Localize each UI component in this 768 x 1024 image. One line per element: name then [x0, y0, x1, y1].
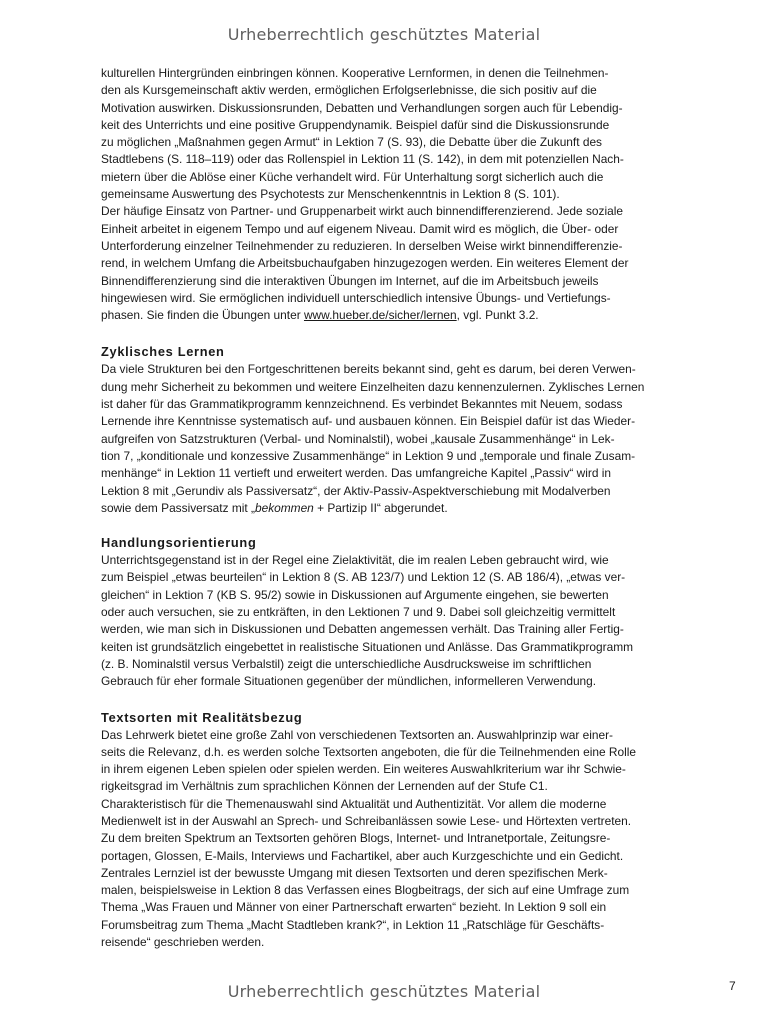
text-line: gleichen“ in Lektion 7 (KB S. 95/2) sowie in Diskussionen auf Argumente eingehen, sie bewerten [101, 587, 609, 602]
text-line: Thema „Was Frauen und Männer von einer Partnerschaft erwarten“ bezieht. In Lektion 9 soll ein [101, 900, 607, 915]
text-span: phasen. Sie finden die Übungen unter [101, 308, 304, 323]
text-line: (z. B. Nominalstil versus Verbalstil) zeigt die unterschiedliche Ausdrucksweise im schriftlichen [101, 656, 592, 671]
handlungsorientierung-paragraph [101, 552, 653, 690]
text-line: malen, beispielsweise in Lektion 8 das Verfassen eines Blogbeitrags, der sich auf eine Umfrage zum [101, 883, 630, 898]
section-heading-handlungsorientierung: Handlungsorientierung [101, 535, 257, 551]
text-line: Da viele Strukturen bei den Fortgeschrittenen bereits bekannt sind, geht es darum, bei deren Verwen- [101, 362, 636, 377]
text-span: , vgl. Punkt 3.2. [456, 308, 539, 323]
text-line: hingewiesen wird. Sie ermöglichen individuell unterschiedlich intensive Übungs- und Vertiefungs- [101, 290, 611, 305]
text-line: Motivation auswirken. Diskussionsrunden, Debatten und Verhandlungen sorgen auch für Lebendig- [101, 100, 623, 115]
intro-paragraph [101, 65, 653, 324]
text-line: keiten ist grundsätzlich eingebettet in realistische Situationen und Anlässe. Das Grammatikprogramm [101, 639, 634, 654]
zyklisches-lernen-paragraph [101, 361, 653, 517]
italic-term: bekommen [254, 500, 314, 515]
text-line: Einheit arbeitet in eigenem Tempo und auf eigenem Niveau. Damit wird es möglich, die Über- oder [101, 221, 619, 236]
text-line: Das Lehrwerk bietet eine große Zahl von verschiedenen Textsorten an. Auswahlprinzip war einer- [101, 727, 614, 742]
section-heading-textsorten: Textsorten mit Realitätsbezug [101, 709, 303, 725]
text-line: Der häufige Einsatz von Partner- und Gruppenarbeit wirkt auch binnendifferenzierend. Jede soziale [101, 204, 623, 219]
text-line: Zu dem breiten Spektrum an Textsorten gehören Blogs, Internet- und Intranetportale, Zeitungsre- [101, 831, 611, 846]
text-line: Stadtlebens (S. 118–119) oder das Rollenspiel in Lektion 11 (S. 142), in dem mit potenziellen Nach- [101, 152, 624, 167]
text-line: kulturellen Hintergründen einbringen können. Kooperative Lernformen, in denen die Teilnehmen- [101, 66, 609, 80]
text-line: Forumsbeitrag zum Thema „Macht Stadtleben krank?“, in Lektion 11 „Ratschläge für Geschäfts- [101, 917, 605, 932]
text-line: ist daher für das Grammatikprogramm kennzeichnend. Es verbindet Bekanntes mit Neuem, sodass [101, 397, 623, 412]
text-line: Lernende ihre Kenntnisse systematisch auf- und ausbauen können. Ein Beispiel dafür ist das Wieder- [101, 414, 636, 429]
text-line: zu möglichen „Maßnahmen gegen Armut“ in Lektion 7 (S. 93), die Debatte über die Zukunft des [101, 135, 603, 150]
page-content [101, 65, 653, 951]
text-line: keit des Unterrichts und eine positive Gruppendynamik. Beispiel dafür sind die Diskussionsrunde [101, 117, 610, 132]
text-line [101, 307, 653, 324]
text-line: zum Beispiel „etwas beurteilen“ in Lektion 8 (S. AB 123/7) und Lektion 12 (S. AB 186/4), „etwas ver- [101, 570, 626, 585]
text-line: rigkeitsgrad im Verhältnis zum sprachlichen Können der Lernenden auf der Stufe C1. [101, 779, 548, 794]
textsorten-paragraph [101, 727, 653, 952]
text-span: sowie dem Passiversatz mit „ [101, 500, 255, 515]
text-line: in ihrem eigenen Leben spielen oder spielen werden. Ein weiteres Auswahlkriterium war ihr Schwie- [101, 762, 626, 777]
text-line: Unterrichtsgegenstand ist in der Regel eine Zielaktivität, die im realen Leben gebraucht wird, wie [101, 553, 609, 568]
section-heading-zyklisches-lernen: Zyklisches Lernen [101, 344, 225, 360]
text-line: den als Kursgemeinschaft aktiv werden, ermöglichen Erfolgserlebnisse, die sich positiv auf die [101, 83, 597, 98]
text-line: Lektion 8 mit „Gerundiv als Passiversatz“, der Aktiv-Passiv-Aspektverschiebung mit Modalverben [101, 483, 611, 498]
text-line: mietern über die Ablöse einer Küche verhandelt wird. Für Unterhaltung sorgt sicherlich auch die [101, 169, 604, 184]
text-span: + Partizip II“ abgerundet. [313, 500, 448, 515]
text-line [101, 500, 653, 517]
text-line: menhänge“ in Lektion 11 vertieft und erweitert werden. Das umfangreiche Kapitel „Passiv“ wird in [101, 466, 612, 481]
text-line: Binnendifferenzierung sind die interaktiven Übungen im Internet, auf die im Arbeitsbuch jeweils [101, 273, 599, 288]
hueber-link[interactable]: www.hueber.de/sicher/lernen [303, 308, 457, 323]
text-line: Medienwelt ist in der Auswahl an Sprech- und Schreibanlässen sowie Lese- und Hörtexten vertreten. [101, 813, 632, 828]
text-line: reisende“ geschrieben werden. [101, 935, 265, 950]
watermark-top: Urheberrechtlich geschütztes Material [227, 25, 541, 44]
text-line: portagen, Glossen, E-Mails, Interviews und Fachartikel, aber auch Kurzgeschichte und ein Gedicht. [101, 848, 624, 863]
text-line: oder auch versuchen, sie zu entkräften, in den Lektionen 7 und 9. Dabei soll gleichzeitig vermittelt [101, 605, 616, 620]
text-line: Unterforderung einzelner Teilnehmender zu reduzieren. In derselben Weise wirkt binnendifferenzie- [101, 238, 623, 253]
text-line: tion 7, „konditionale und konzessive Zusammenhänge“ in Lektion 9 und „temporale und finale Zusam- [101, 448, 636, 463]
watermark-bottom: Urheberrechtlich geschütztes Material [227, 982, 541, 1001]
text-line: gemeinsame Auswertung des Psychotests zur Menschenkenntnis in Lektion 8 (S. 101). [101, 187, 560, 202]
text-line: dung mehr Sicherheit zu bekommen und weitere Einzelheiten dazu kennenzulernen. Zyklisches Lernen [101, 379, 645, 394]
text-line: Gebrauch für eher formale Situationen gegenüber der mündlichen, informelleren Verwendung. [101, 674, 597, 689]
text-line: werden, wie man sich in Diskussionen und Debatten angemessen verhält. Das Training aller Fertig- [101, 622, 624, 637]
page-number: 7 [729, 979, 736, 993]
text-line: rend, in welchem Umfang die Arbeitsbuchaufgaben hinzugezogen werden. Ein weiteres Element der [101, 256, 629, 271]
text-line: seits die Relevanz, d.h. es werden solche Textsorten angeboten, die für die Teilnehmenden eine Rolle [101, 744, 636, 759]
text-line: Charakteristisch für die Themenauswahl sind Aktualität und Authentizität. Vor allem die moderne [101, 796, 607, 811]
text-line: Zentrales Lernziel ist der bewusste Umgang mit diesen Textsorten und deren spezifischen Merk- [101, 865, 608, 880]
text-line: aufgreifen von Satzstrukturen (Verbal- und Nominalstil), wobei „kausale Zusammenhänge“ in Lek- [101, 431, 615, 446]
